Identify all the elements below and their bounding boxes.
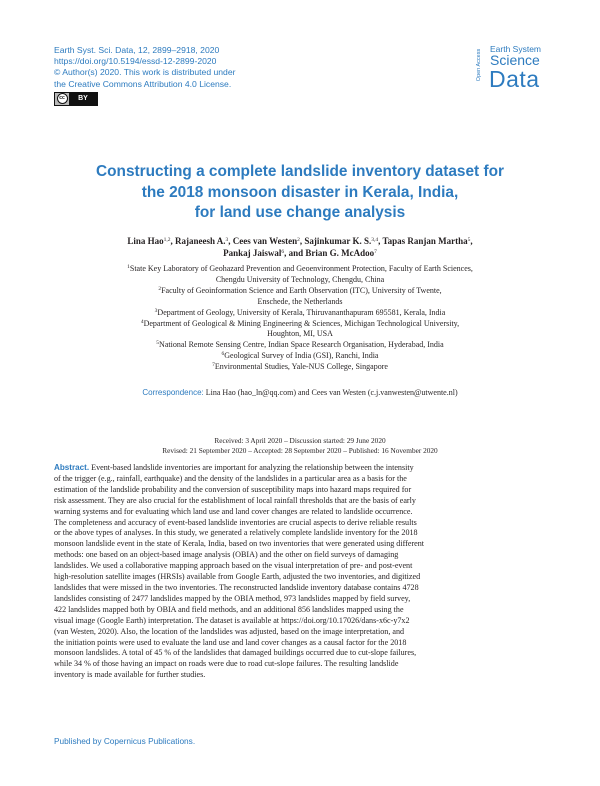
correspondence-text[interactable]: Lina Hao (hao_ln@qq.com) and Cees van Westen (c.j.vanwesten@utwente.nl) bbox=[205, 388, 458, 397]
abstract-line: monsoon landslides. A total of 45 % of the landslides that damaged buildings occurred due to cut-slope failures, bbox=[54, 648, 417, 658]
correspondence-label: Correspondence: bbox=[142, 388, 204, 397]
abstract-line: while 34 % of those having an impact on roads were due to road cut-slope failures. The resulting landslide bbox=[54, 659, 399, 669]
affiliation: $^5$National Remote Sensing Centre, Indian Space Research Organisation, Hyderabad, India bbox=[156, 340, 444, 350]
abstract-line: risk assessment. They are also crucial for the establishment of local rainfall thresholds that are the basis of early bbox=[54, 495, 416, 505]
abstract-line: of the trigger (e.g., rainfall, earthquake) and the density of the landslides in a particular area as a basis for the bbox=[54, 473, 407, 483]
abstract-line: methods: one based on an object-based image analysis (OBIA) and the other on field surveys of damaging bbox=[54, 550, 399, 560]
license-notice[interactable]: the Creative Commons Attribution 4.0 License. bbox=[54, 78, 232, 89]
abstract-line: visual image (Google Earth) interpretation. The dataset is available at https://doi.org/10.17026/dans-x6c-y7x2 bbox=[54, 615, 410, 625]
abstract-line: inventory is made available for further studies. bbox=[54, 670, 206, 680]
abstract-line: landslides. We used a collaborative mapping approach based on the visual interpretation of pre- and post-event bbox=[54, 561, 413, 571]
abstract-line: landslides consisting of 2477 landslides mapped by the OBIA method, 973 landslides mapped by field survey, bbox=[54, 593, 411, 603]
affiliation-cont: Enschede, the Netherlands bbox=[257, 296, 343, 306]
abstract-line: 422 landslides mapped both by OBIA and field methods, and an additional 856 landslides mapped using the bbox=[54, 604, 404, 614]
abstract-line: or the above types of analyses. In this study, we generated a relatively complete landslide inventory for the 2018 bbox=[54, 528, 418, 538]
copyright-notice: © Author(s) 2020. This work is distributed under bbox=[54, 67, 236, 78]
journal-header bbox=[54, 45, 235, 106]
affiliation: $^4$Department of Geological & Mining Engineering & Sciences, Michigan Technological University, bbox=[140, 318, 460, 328]
title-line: Constructing a complete landslide inventory dataset for bbox=[96, 163, 504, 180]
author-line: Lina Hao$^{1,2}$, Rajaneesh A.$^3$, Cees van Westen$^2$, Sajinkumar K. S.$^{3,4}$, Tapas Ranjan Martha$^5$, bbox=[127, 236, 473, 246]
abstract-line: the initiation points were used to evaluate the land use and land cover changes as a causal factor for the 2018 bbox=[54, 637, 407, 647]
logo-line-3: Data bbox=[489, 66, 540, 92]
affiliation-cont: Chengdu University of Technology, Chengdu, China bbox=[215, 274, 385, 284]
affiliation: $^7$Environmental Studies, Yale-NUS College, Singapore bbox=[212, 362, 388, 372]
abstract-line: The completeness and accuracy of event-based landslide inventories are crucial aspects to derive reliable results bbox=[54, 517, 417, 527]
cc-by-badge[interactable] bbox=[54, 92, 98, 106]
author: Brian G. McAdoo bbox=[305, 248, 375, 259]
doi-link[interactable]: https://doi.org/10.5194/essd-12-2899-2020 bbox=[54, 56, 217, 67]
abstract-line: landslides that were missed in the two inventories. The reconstructed landslide inventory database contains 4728 bbox=[54, 582, 419, 592]
journal-logo bbox=[476, 42, 580, 92]
affiliations bbox=[60, 264, 540, 373]
open-access-tag: Open Access bbox=[476, 48, 483, 82]
affiliation: $^1$State Key Laboratory of Geohazard Prevention and Geoenvironment Protection, Faculty of Earth Sciences, bbox=[127, 264, 473, 273]
abstract bbox=[54, 463, 546, 681]
paper-title bbox=[50, 162, 550, 224]
author: Pankaj Jaiswal bbox=[223, 248, 282, 259]
author: Tapas Ranjan Martha bbox=[382, 236, 468, 246]
abstract-line: estimation of the landslide probability and the conversion of susceptibility maps into hazard maps required for bbox=[54, 484, 412, 494]
dates-line: Revised: 21 September 2020 – Accepted: 28 September 2020 – Published: 16 November 2020 bbox=[162, 446, 438, 456]
title-line: the 2018 monsoon disaster in Kerala, India, bbox=[141, 183, 459, 201]
publication-dates bbox=[60, 436, 540, 457]
author: Sajinkumar K. S. bbox=[304, 236, 372, 246]
affiliation: $^3$Department of Geology, University of Kerala, Thiruvananthapuram 695581, Kerala, India bbox=[154, 307, 446, 317]
affiliation: $^6$Geological Survey of India (GSI), Ranchi, India bbox=[221, 351, 379, 361]
correspondence bbox=[60, 388, 540, 397]
logo-line-1: Earth System bbox=[490, 44, 542, 54]
logo-line-2: Science bbox=[490, 52, 540, 68]
cc-by-label: BY bbox=[78, 95, 88, 103]
dates-line: Received: 3 April 2020 – Discussion started: 29 June 2020 bbox=[214, 436, 386, 445]
title-line: for land use change analysis bbox=[194, 204, 406, 221]
author: Rajaneesh A. bbox=[175, 236, 226, 246]
abstract-label: Abstract. bbox=[54, 463, 90, 472]
author: Cees van Westen bbox=[232, 236, 298, 246]
affiliation: $^2$Faculty of Geoinformation Science and Earth Observation (ITC), University of Twente, bbox=[158, 285, 442, 295]
publisher-footer[interactable]: Published by Copernicus Publications. bbox=[54, 736, 196, 746]
abstract-line: monsoon landslide event in the state of Kerala, India, based on two inventories that were generated using different bbox=[54, 539, 425, 549]
abstract-line: Abstract. Event-based landslide inventories are important for analyzing the relationship between the intensity bbox=[54, 463, 414, 472]
abstract-line: high-resolution satellite images (HRSIs) available from Google Earth, adjusted the two inventories, and digitized bbox=[54, 572, 421, 582]
author: Lina Hao bbox=[127, 236, 164, 246]
abstract-line: (van Westen, 2020). Also, the location of the landslides was adjusted, based on the image interpretation, and bbox=[54, 626, 405, 636]
abstract-line: warning systems and for evaluating which land use and land cover changes are related to landslide occurrence. bbox=[54, 506, 413, 516]
author-list bbox=[60, 235, 540, 259]
journal-citation: Earth Syst. Sci. Data, 12, 2899–2918, 2020 bbox=[54, 45, 220, 55]
cc-icon: cc bbox=[57, 93, 68, 104]
affiliation-cont: Houghton, MI, USA bbox=[267, 329, 333, 339]
author-line: Pankaj Jaiswal$^6$, and Brian G. McAdoo$^7$ bbox=[223, 248, 377, 259]
